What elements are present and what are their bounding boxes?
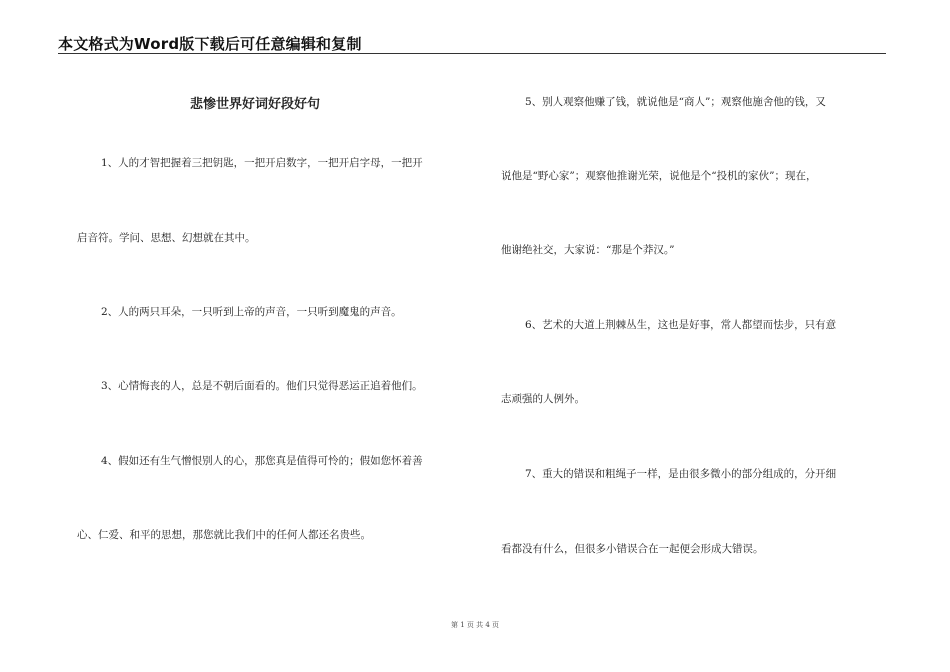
left-paragraph-1-line-2: 启音符。学问、思想、幻想就在其中。 — [77, 232, 256, 244]
page-number-footer: 第 1 页 共 4 页 — [450, 621, 500, 629]
left-paragraph-4-line-2: 心、仁爱、和平的思想，那您就比我们中的任何人都还名贵些。 — [77, 529, 371, 541]
right-paragraph-5-line-1: 5、别人观察他赚了钱，就说他是“商人”；观察他施舍他的钱，又 — [525, 96, 826, 108]
left-paragraph-3: 3、心情悔丧的人，总是不朝后面看的。他们只觉得恶运正追着他们。 — [101, 380, 423, 392]
document-banner: 本文格式为Word版下载后可任意编辑和复制 — [58, 35, 362, 53]
document-title: 悲惨世界好词好段好句 — [190, 97, 321, 112]
right-paragraph-7-line-1: 7、重大的错误和粗绳子一样，是由很多微小的部分组成的，分开细 — [525, 468, 837, 480]
right-paragraph-6-line-2: 志顽强的人例外。 — [501, 393, 585, 405]
right-paragraph-6-line-1: 6、艺术的大道上荆棘丛生，这也是好事，常人都望而怯步，只有意 — [525, 319, 837, 331]
right-paragraph-5-line-3: 他谢绝社交，大家说：“那是个莽汉。” — [501, 244, 675, 256]
left-paragraph-1-line-1: 1、人的才智把握着三把钥匙，一把开启数字，一把开启字母，一把开 — [101, 157, 423, 169]
right-paragraph-5-line-2: 说他是“野心家”；观察他推谢光荣，说他是个“投机的家伙”；现在， — [501, 170, 817, 182]
left-paragraph-2: 2、人的两只耳朵，一只听到上帝的声音，一只听到魔鬼的声音。 — [101, 306, 402, 318]
banner-divider — [58, 53, 886, 54]
left-paragraph-4-line-1: 4、假如还有生气憎恨别人的心，那您真是值得可怜的；假如您怀着善 — [101, 455, 423, 467]
right-paragraph-7-line-2: 看都没有什么，但很多小错误合在一起便会形成大错误。 — [501, 543, 764, 555]
